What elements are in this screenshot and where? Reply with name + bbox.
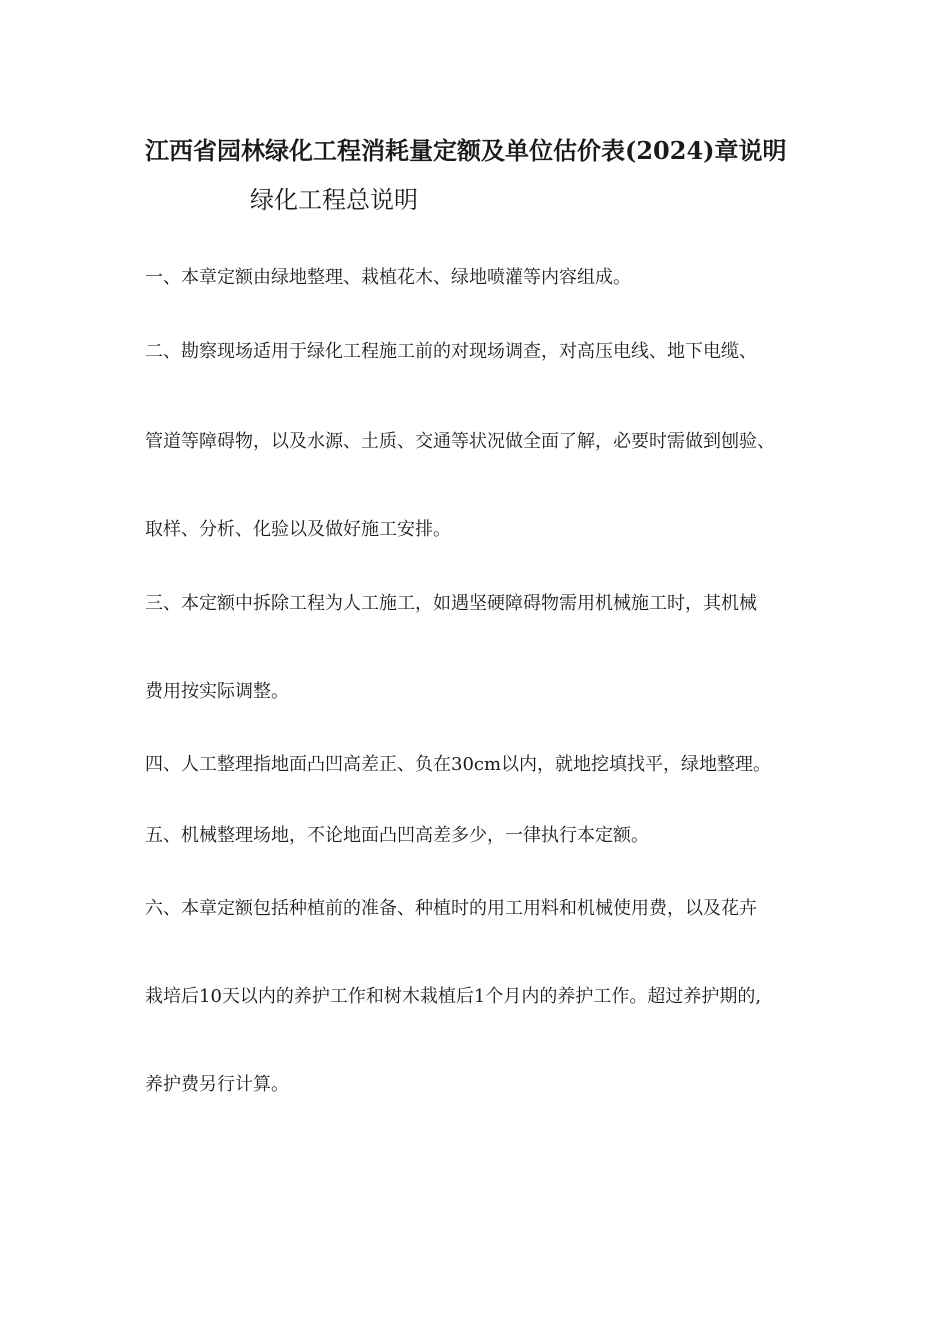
- paragraph-line: 三、本定额中拆除工程为人工施工，如遇坚硬障碍物需用机械施工时，其机械: [145, 593, 757, 614]
- paragraph-line: 费用按实际调整。: [145, 681, 289, 702]
- paragraph-line: 取样、分析、化验以及做好施工安排。: [145, 519, 451, 540]
- paragraph-line: 六、本章定额包括种植前的准备、种植时的用工用料和机械使用费，以及花卉: [145, 898, 757, 919]
- paragraph-line: 四、人工整理指地面凸凹高差正、负在30cm以内，就地挖填找平，绿地整理。: [145, 754, 772, 775]
- paragraph-line: 一、本章定额由绿地整理、栽植花木、绿地喷灌等内容组成。: [145, 267, 631, 288]
- paragraph-line: 栽培后10天以内的养护工作和树木栽植后1个月内的养护工作。超过养护期的,: [145, 986, 762, 1007]
- paragraph-line: 五、机械整理场地，不论地面凸凹高差多少，一律执行本定额。: [145, 825, 649, 846]
- paragraph-line: 养护费另行计算。: [145, 1074, 289, 1095]
- paragraph-line: 管道等障碍物，以及水源、土质、交通等状况做全面了解，必要时需做到刨验、: [145, 431, 775, 452]
- paragraph-line: 二、勘察现场适用于绿化工程施工前的对现场调查，对高压电线、地下电缆、: [145, 341, 757, 362]
- document-subtitle: 绿化工程总说明: [250, 186, 418, 214]
- document-title: 江西省园林绿化工程消耗量定额及单位估价表(2024)章说明: [145, 136, 787, 165]
